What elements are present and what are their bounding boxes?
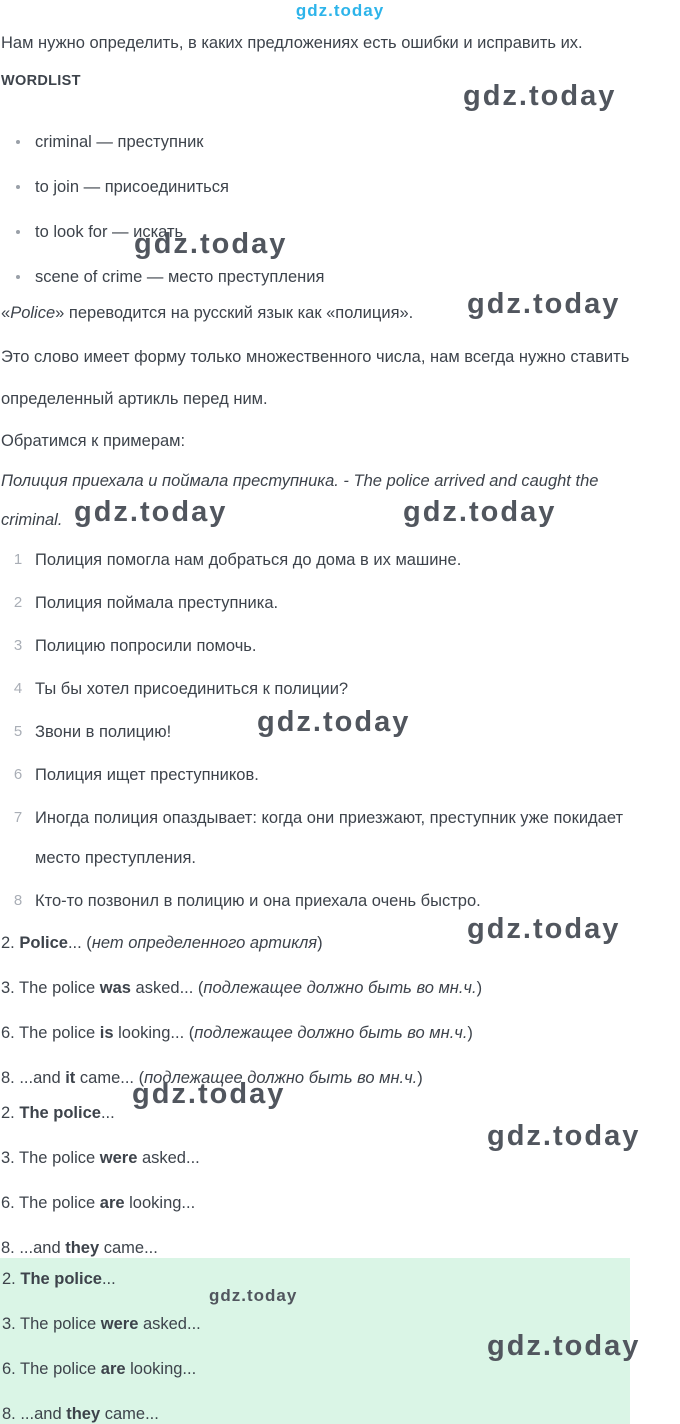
final-answer-line: 8. ...and they came... [2,1405,159,1423]
mistakes-block [1,924,655,1097]
sentence-item [1,712,655,752]
correction-line: 3. The police were asked... [1,1149,200,1167]
examples-lead: Обратимся к примерам: [1,432,186,450]
watermark: gdz.today [487,1120,641,1152]
sentence-item [1,626,655,666]
watermark: gdz.today [209,1286,298,1305]
wordlist-item [1,122,655,162]
task-intro: Нам нужно определить, в каких предложениях есть ошибки и исправить их. [1,34,583,52]
plural-rule-note: Это слово имеет форму только множественного числа, нам всегда нужно ставить определенный артикль перед ним. [1,348,630,408]
wordlist-item-text: to join — присоединиться [35,178,229,196]
sentence-text: Полиция помогла нам добраться до дома в их машине. [35,551,462,569]
mistake-line: 2. Police... (нет определенного артикля) [1,934,323,952]
bullet-icon [1,122,35,162]
sentence-text: Ты бы хотел присоединиться к полиции? [35,680,349,698]
sentence-number: 4 [13,680,23,697]
correction-line: 6. The police are looking... [1,1194,196,1212]
wordlist-item-text: criminal — преступник [35,133,204,151]
sentence-number: 8 [13,892,23,909]
police-word: Police [10,304,56,322]
example-sentence: Полиция приехала и поймала преступника. - The police arrived and caught the criminal. [1,472,599,529]
sentence-text: Звони в полицию! [35,723,172,741]
sentence-item [1,755,655,795]
mistake-line: 6. The police is looking... (подлежащее должно быть во мн.ч.) [1,1024,473,1042]
final-answer-line: 3. The police were asked... [2,1315,201,1333]
wordlist [1,122,655,297]
watermark: gdz.today [487,1330,641,1362]
final-answer-line: 2. The police... [2,1270,116,1288]
correction-line: 2. The police... [1,1104,115,1122]
sentence-item [1,798,655,878]
mistake-line: 8. ...and it came... (подлежащее должно быть во мн.ч.) [1,1069,423,1087]
watermark: gdz.today [463,80,617,112]
watermark: gdz.today [403,496,557,528]
sentence-text: Кто-то позвонил в полицию и она приехала очень быстро. [35,892,481,910]
sentence-number: 5 [13,723,23,740]
site-logo-watermark: gdz.today [295,1,385,20]
final-answer-line: 6. The police are looking... [2,1360,197,1378]
police-note-rest: » переводится на русский язык как «полиция». [55,304,414,322]
bullet-icon [1,257,35,297]
sentence-text: Полиция поймала преступника. [35,594,279,612]
watermark: gdz.today [132,1078,286,1110]
sentence-item [1,881,655,921]
sentence-text: Иногда полиция опаздывает: когда они приезжают, преступник уже покидает место преступления. [35,809,624,867]
sentence-item [1,540,655,580]
wordlist-title: WORDLIST [1,73,81,89]
sentence-number: 6 [13,766,23,783]
quote-open: « [1,304,11,322]
wordlist-item [1,167,655,207]
sentence-number: 1 [13,551,23,568]
wordlist-item [1,257,655,297]
watermark: gdz.today [467,913,621,945]
watermark: gdz.today [257,706,411,738]
sentence-list [1,540,655,921]
sentence-text: Полиция ищет преступников. [35,766,259,784]
sentence-item [1,669,655,709]
watermark: gdz.today [134,228,288,260]
corrections-block [1,1094,655,1267]
sentence-number: 7 [13,809,23,826]
sentence-item [1,583,655,623]
mistake-line: 3. The police was asked... (подлежащее должно быть во мн.ч.) [1,979,483,997]
watermark: gdz.today [74,496,228,528]
wordlist-item-text: scene of crime — место преступления [35,268,325,286]
bullet-icon [1,212,35,252]
correction-line: 8. ...and they came... [1,1239,158,1257]
wordlist-item [1,212,655,252]
police-translation-note [1,297,655,329]
final-answer-box [0,1258,630,1424]
sentence-number: 3 [13,637,23,654]
sentence-text: Полицию попросили помочь. [35,637,257,655]
bullet-icon [1,167,35,207]
watermark: gdz.today [467,288,621,320]
sentence-number: 2 [13,594,23,611]
wordlist-item-text: to look for — искать [35,223,184,241]
